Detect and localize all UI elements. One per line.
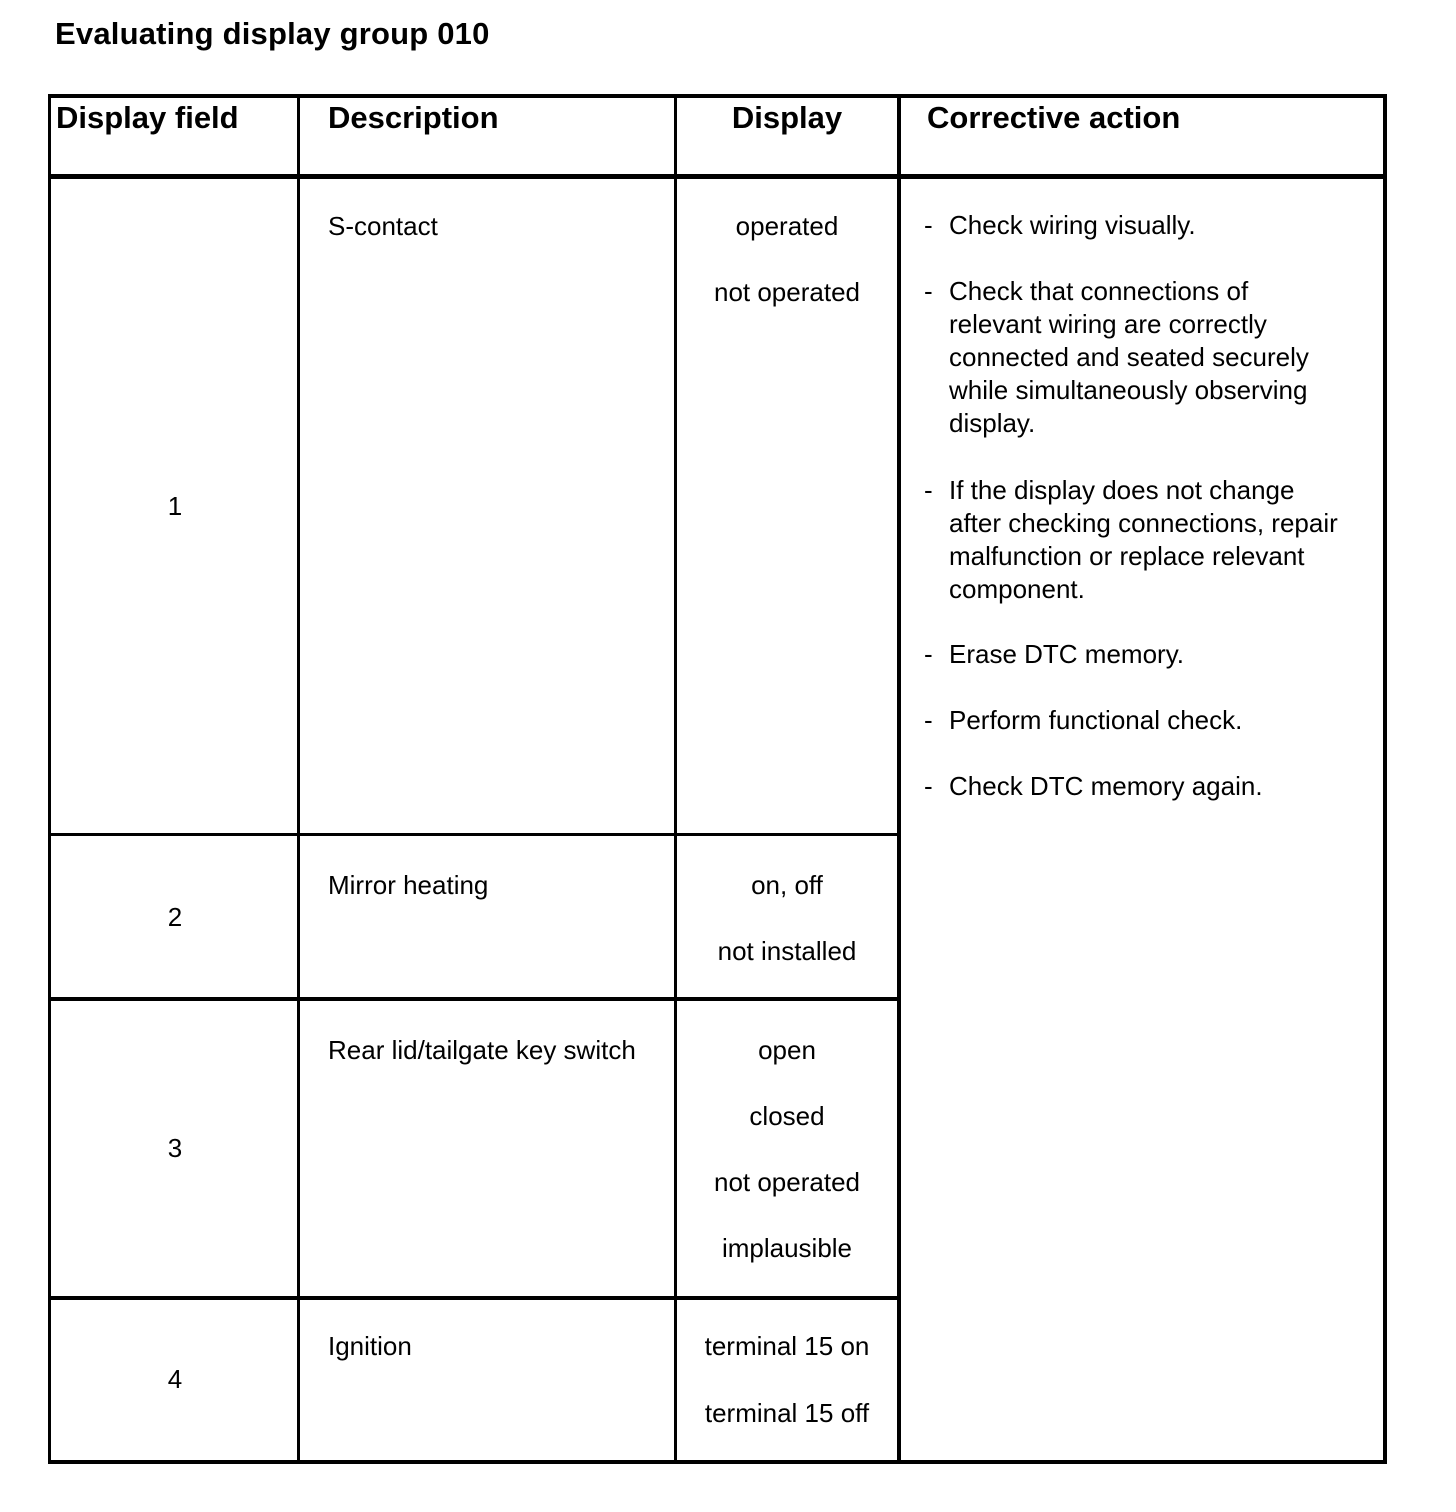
- action-dash: -: [924, 475, 933, 505]
- row-divider-3: [48, 1296, 899, 1300]
- table-border-right: [1383, 94, 1387, 1464]
- header-display: Display: [731, 100, 843, 135]
- action-text: connected and seated securely: [949, 342, 1309, 372]
- action-text: Check DTC memory again.: [949, 771, 1263, 801]
- table-border-bottom: [48, 1460, 1387, 1464]
- row-1-display-1: operated: [735, 211, 839, 241]
- action-dash: -: [924, 771, 933, 801]
- action-text: relevant wiring are correctly: [949, 309, 1267, 339]
- header-display-field: Display field: [56, 100, 239, 135]
- row-3-field: 3: [167, 1133, 183, 1163]
- action-dash: -: [924, 639, 933, 669]
- row-3-display-4: implausible: [721, 1233, 853, 1263]
- action-dash: -: [924, 210, 933, 240]
- row-4-display-2: terminal 15 off: [704, 1398, 870, 1428]
- row-3-description: Rear lid/tailgate key switch: [328, 1035, 636, 1065]
- action-text: If the display does not change: [949, 475, 1295, 505]
- row-1-description: S-contact: [328, 211, 438, 241]
- action-text: after checking connections, repair: [949, 508, 1338, 538]
- action-text: Check wiring visually.: [949, 210, 1196, 240]
- table-border-left: [48, 94, 51, 1464]
- row-2-display-1: on, off: [751, 870, 823, 900]
- action-dash: -: [924, 276, 933, 306]
- action-dash: -: [924, 705, 933, 735]
- action-text: display.: [949, 408, 1036, 438]
- action-text: component.: [949, 574, 1085, 604]
- row-divider-2: [48, 997, 899, 1001]
- header-description: Description: [328, 100, 499, 135]
- row-3-display-2: closed: [749, 1101, 825, 1131]
- row-2-description: Mirror heating: [328, 870, 489, 900]
- action-text: while simultaneously observing: [949, 375, 1308, 405]
- row-2-field: 2: [167, 902, 183, 932]
- action-text: Perform functional check.: [949, 705, 1243, 735]
- row-1-field: 1: [167, 491, 183, 521]
- row-divider-1: [48, 833, 899, 836]
- row-2-display-2: not installed: [717, 936, 857, 966]
- header-divider: [48, 174, 1387, 179]
- row-4-description: Ignition: [328, 1331, 412, 1361]
- col-divider-1: [297, 94, 300, 1464]
- row-4-field: 4: [167, 1364, 183, 1394]
- action-text: malfunction or replace relevant: [949, 541, 1305, 571]
- row-3-display-3: not operated: [713, 1167, 860, 1197]
- row-4-display-1: terminal 15 on: [704, 1331, 870, 1361]
- action-text: Erase DTC memory.: [949, 639, 1184, 669]
- table-border-top: [48, 94, 1387, 98]
- header-corrective-action: Corrective action: [927, 100, 1181, 135]
- action-text: Check that connections of: [949, 276, 1249, 306]
- page-title: Evaluating display group 010: [55, 16, 490, 51]
- row-3-display-1: open: [758, 1035, 816, 1065]
- row-1-display-2: not operated: [713, 277, 860, 307]
